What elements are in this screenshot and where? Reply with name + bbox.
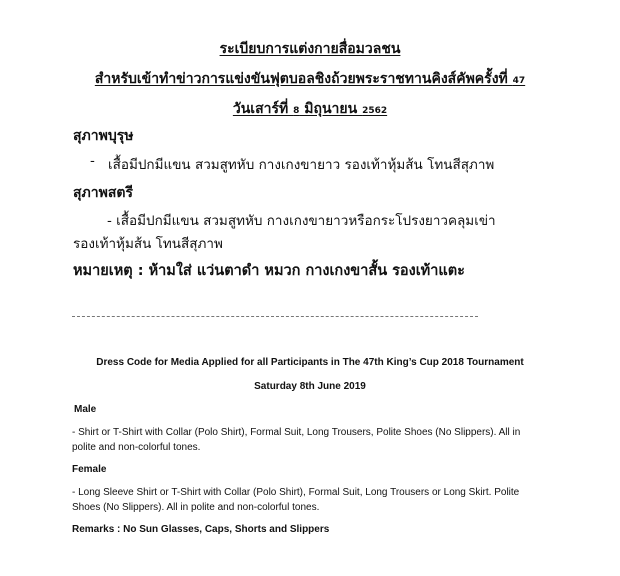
thai-male-bullet: -	[90, 153, 95, 169]
english-female-text-line2: Shoes (No Slippers). All in polite and non-colorful tones.	[72, 502, 320, 513]
english-date: Saturday 8th June 2019	[254, 381, 366, 392]
thai-date-year: 2562	[362, 106, 388, 116]
thai-female-text-line1: - เสื้อมีปกมีแขน สวมสูทหับ กางเกงขายาวหรือกระโปรงยาวคลุมเข่า	[107, 213, 496, 229]
english-female-heading: Female	[72, 464, 107, 475]
english-remark: Remarks : No Sun Glasses, Caps, Shorts and Slippers	[72, 524, 330, 535]
section-divider	[72, 316, 478, 317]
thai-date	[0, 98, 620, 120]
thai-subtitle	[0, 68, 620, 90]
thai-remark: หมายเหตุ : ห้ามใส่ แว่นตาดำ หมวก กางเกงขาสั้น รองเท้าแตะ	[73, 263, 465, 279]
english-male-heading: Male	[74, 404, 97, 415]
english-female-text-line1: - Long Sleeve Shirt or T-Shirt with Collar (Polo Shirt), Formal Suit, Long Trousers or Long Skirt. Polite	[72, 487, 520, 498]
thai-female-text-line2: รองเท้าหุ้มส้น โทนสีสุภาพ	[73, 236, 223, 252]
thai-subtitle-number: 47	[512, 76, 526, 86]
thai-female-heading: สุภาพสตรี	[73, 185, 134, 201]
english-male-text-line2: polite and non-colorful tones.	[72, 442, 201, 453]
thai-male-heading: สุภาพบุรุษ	[73, 128, 134, 144]
thai-male-text: เสื้อมีปกมีแขน สวมสูทหับ กางเกงขายาว รองเท้าหุ้มส้น โทนสีสุภาพ	[108, 157, 495, 173]
thai-date-day: 8	[293, 106, 300, 116]
thai-date-weekday: วันเสาร์ที่	[232, 101, 294, 117]
thai-date-month: มิถุนายน	[299, 101, 363, 117]
thai-title-line1: ระเบียบการแต่งกายสื่อมวลชน	[219, 41, 401, 57]
english-title: Dress Code for Media Applied for all Participants in The 47th King’s Cup 2018 Tournament	[96, 357, 524, 368]
thai-subtitle-text: สำหรับเข้าทำข่าวการแข่งขันฟุตบอลชิงถ้วยพระราชทานคิงส์คัพครั้งที่	[94, 71, 513, 87]
english-male-text-line1: - Shirt or T-Shirt with Collar (Polo Shirt), Formal Suit, Long Trousers, Polite Shoes (No Slippers). All in	[72, 427, 521, 438]
thai-title	[0, 38, 620, 60]
